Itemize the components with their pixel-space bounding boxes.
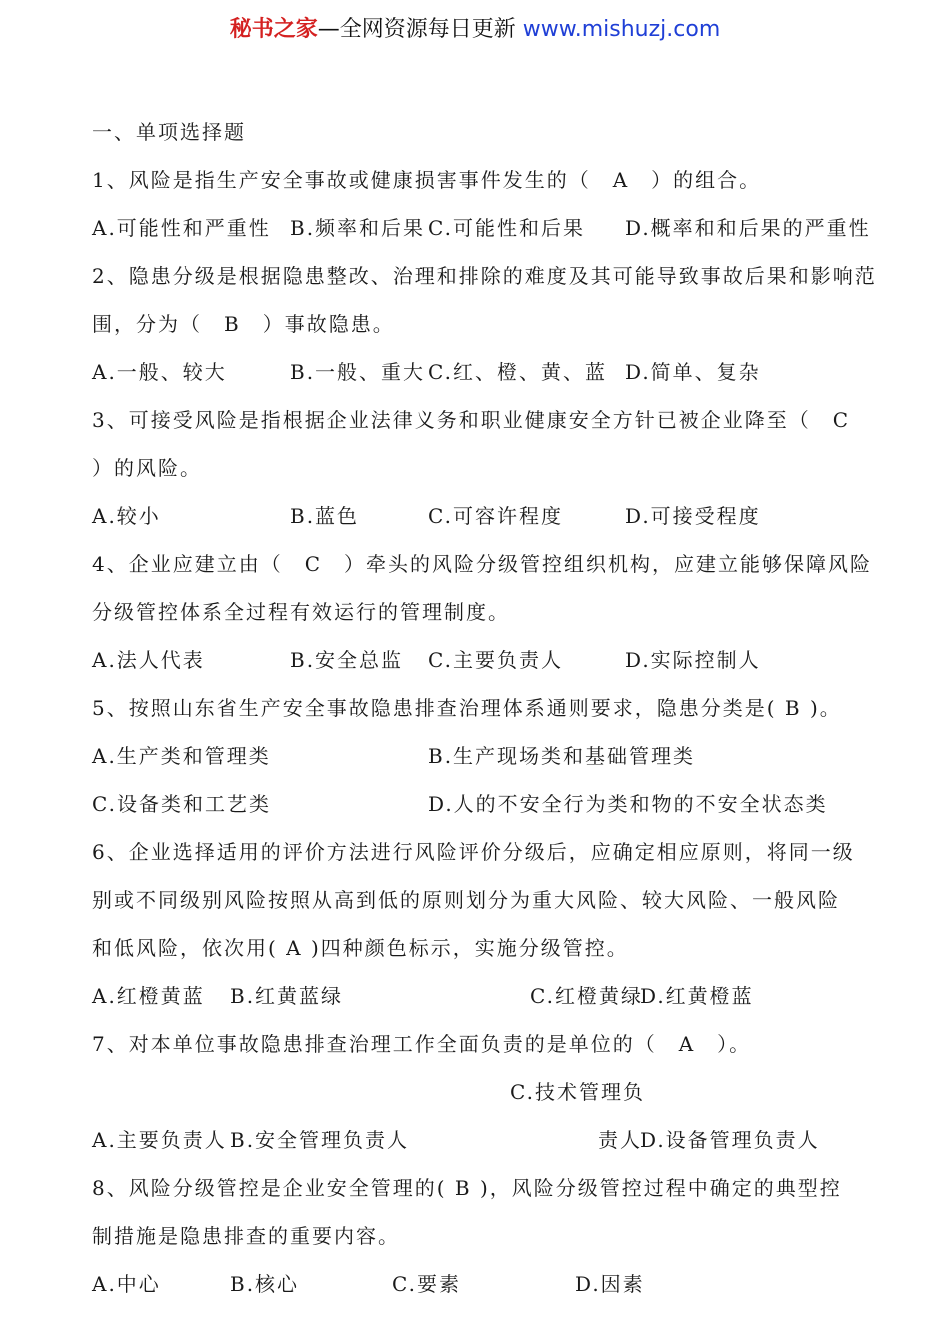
option-d: D.设备管理负责人 [640,1128,820,1152]
option-c: C.主要负责人 [428,648,563,672]
question-7-options-row2 [92,1116,882,1164]
option-c: C.设备类和工艺类 [92,792,271,816]
option-a: A.红橙黄蓝 [92,984,205,1008]
option-c: C.要素 [392,1272,461,1296]
option-c: C.红橙黄绿 [530,984,643,1008]
option-b: B.频率和后果 [290,216,426,240]
question-5: 5、按照山东省生产安全事故隐患排查治理体系通则要求，隐患分类是( B )。 [92,696,842,720]
site-header [0,12,950,43]
option-d: D.红黄橙蓝 [640,984,754,1008]
option-d: D.人的不安全行为类和物的不安全状态类 [428,792,828,816]
header-tagline: —全网资源每日更新 [317,17,523,42]
option-b: B.核心 [230,1272,300,1296]
option-a: A.一般、较大 [92,360,227,384]
question-8-cont: 制措施是隐患排查的重要内容。 [92,1224,400,1248]
option-a: A.生产类和管理类 [92,744,271,768]
option-a: A.较小 [92,504,161,528]
option-b: B.红黄蓝绿 [230,984,344,1008]
option-b: B.一般、重大 [290,360,426,384]
question-6-cont: 别或不同级别风险按照从高到低的原则划分为重大风险、较大风险、一般风险 [92,888,840,912]
site-url-link[interactable]: www.mishuzj.com [522,17,721,42]
section-title: 一、单项选择题 [92,120,246,144]
option-b: B.蓝色 [290,504,360,528]
option-c: C.可能性和后果 [428,216,585,240]
question-2-options [92,348,882,396]
option-c: C.技术管理负 [510,1080,645,1104]
question-5-options-row1 [92,732,882,780]
question-2-cont: 围，分为（ B ）事故隐患。 [92,312,395,336]
option-d: D.概率和和后果的严重性 [625,216,871,240]
option-a: A.可能性和严重性 [92,216,271,240]
option-a: A.主要负责人 [92,1128,227,1152]
question-6: 6、企业选择适用的评价方法进行风险评价分级后，应确定相应原则，将同一级 [92,840,855,864]
question-8-options [92,1260,882,1308]
question-4-cont: 分级管控体系全过程有效运行的管理制度。 [92,600,510,624]
question-1-options [92,204,882,252]
question-4: 4、企业应建立由（ C ）牵头的风险分级管控组织机构，应建立能够保障风险 [92,552,873,576]
option-d: D.实际控制人 [625,648,761,672]
question-8: 8、风险分级管控是企业安全管理的( B )，风险分级管控过程中确定的典型控 [92,1176,842,1200]
question-4-options [92,636,882,684]
option-c: C.红、橙、黄、蓝 [428,360,607,384]
option-d: D.简单、复杂 [625,360,761,384]
option-c-cont: 责人 [598,1128,642,1152]
option-a: A.法人代表 [92,648,205,672]
question-7-options-row1 [92,1068,882,1116]
option-a: A.中心 [92,1272,161,1296]
option-d: D.因素 [575,1272,645,1296]
question-3-cont: ）的风险。 [92,456,202,480]
brand-name: 秘书之家 [229,17,318,42]
option-b: B.安全总监 [290,648,404,672]
question-3: 3、可接受风险是指根据企业法律义务和职业健康安全方针已被企业降至（ C [92,408,851,432]
option-b: B.生产现场类和基础管理类 [428,744,696,768]
document-body [92,108,882,1308]
question-3-options [92,492,882,540]
question-6-options [92,972,882,1020]
question-7: 7、对本单位事故隐患排查治理工作全面负责的是单位的（ A ）。 [92,1032,752,1056]
option-b: B.安全管理负责人 [230,1128,410,1152]
question-2: 2、隐患分级是根据隐患整改、治理和排除的难度及其可能导致事故后果和影响范 [92,264,877,288]
question-5-options-row2 [92,780,882,828]
question-6-cont: 和低风险，依次用( A )四种颜色标示，实施分级管控。 [92,936,629,960]
question-1: 1、风险是指生产安全事故或健康损害事件发生的（ A ）的组合。 [92,168,762,192]
option-d: D.可接受程度 [625,504,761,528]
option-c: C.可容许程度 [428,504,563,528]
